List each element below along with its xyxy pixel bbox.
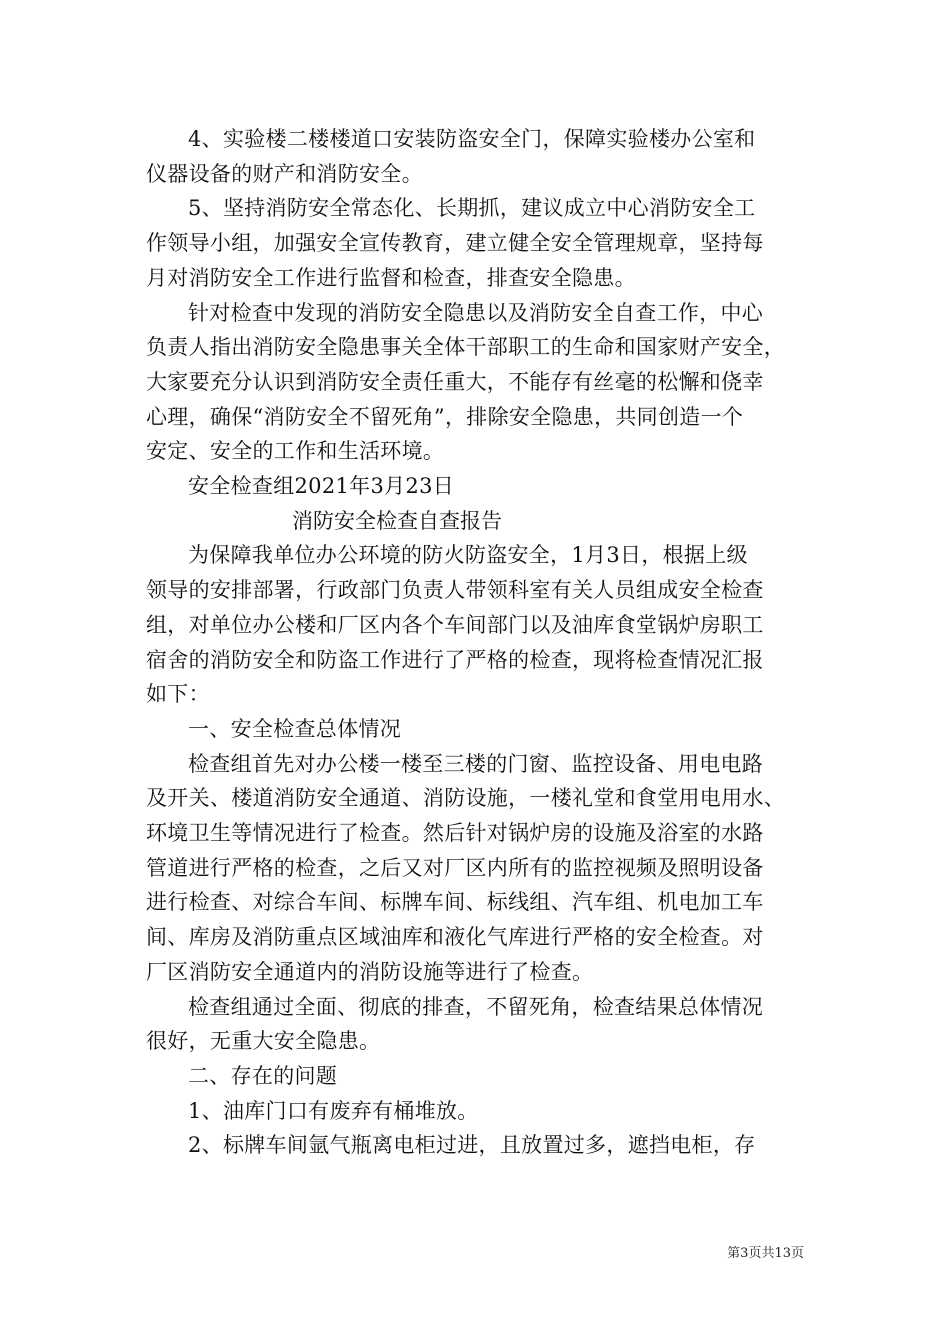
paragraph-line: 如下：: [146, 682, 210, 707]
paragraph-line: 安定、安全的工作和生活环境。: [146, 439, 445, 464]
paragraph: [146, 191, 808, 295]
paragraph-line: 仪器设备的财产和消防安全。: [146, 161, 423, 186]
paragraph: [146, 1128, 808, 1163]
section-before-title: [146, 122, 808, 504]
paragraph-line: 组，对单位办公楼和厂区内各个车间部门以及油库食堂锅炉房职工: [146, 612, 764, 637]
paragraph: [146, 122, 808, 191]
paragraph-line: 检查组首先对办公楼一楼至三楼的门窗、监控设备、用电电路: [188, 751, 764, 776]
paragraph-line: 负责人指出消防安全隐患事关全体干部职工的生命和国家财产安全，: [146, 335, 785, 360]
page-footer: 第3页共13页: [727, 1246, 804, 1261]
document-body: [146, 122, 808, 1163]
paragraph-line: 管道进行严格的检查，之后又对厂区内所有的监控视频及照明设备: [146, 855, 764, 880]
paragraph-line: 为保障我单位办公环境的防火防盗安全，1月3日，根据上级: [188, 543, 748, 568]
paragraph: [146, 712, 808, 747]
paragraph-line: 及开关、楼道消防安全通道、消防设施，一楼礼堂和食堂用电用水、: [146, 786, 785, 811]
paragraph-line: 安全检查组2021年3月23日: [188, 474, 455, 499]
paragraph-line: 环境卫生等情况进行了检查。然后针对锅炉房的设施及浴室的水路: [146, 821, 764, 846]
paragraph-line: 针对检查中发现的消防安全隐患以及消防安全自查工作，中心: [188, 300, 764, 325]
paragraph-line: 2、标牌车间氩气瓶离电柜过进，且放置过多，遮挡电柜，存: [188, 1133, 756, 1158]
paragraph-line: 很好，无重大安全隐患。: [146, 1029, 381, 1054]
report-title: 消防安全检查自查报告: [292, 508, 502, 533]
paragraph: [146, 1059, 808, 1094]
paragraph-line: 宿舍的消防安全和防盗工作进行了严格的检查，现将检查情况汇报: [146, 647, 764, 672]
paragraph-line: 领导的安排部署，行政部门负责人带领科室有关人员组成安全检查: [146, 578, 764, 603]
paragraph-line: 1、油库门口有废弃有桶堆放。: [188, 1098, 479, 1123]
section-after-title: [146, 538, 808, 1163]
paragraph: [146, 747, 808, 990]
paragraph-line: 一、安全检查总体情况: [188, 716, 401, 741]
paragraph-line: 厂区消防安全通道内的消防设施等进行了检查。: [146, 959, 594, 984]
paragraph-line: 作领导小组，加强安全宣传教育，建立健全安全管理规章，坚持每: [146, 231, 764, 256]
paragraph: [146, 469, 808, 504]
paragraph-line: 间、库房及消防重点区域油库和液化气库进行严格的安全检查。对: [146, 925, 764, 950]
paragraph-line: 二、存在的问题: [188, 1063, 338, 1088]
paragraph-line: 月对消防安全工作进行监督和检查，排查安全隐患。: [146, 265, 636, 290]
paragraph-line: 检查组通过全面、彻底的排查，不留死角，检查结果总体情况: [188, 994, 764, 1019]
paragraph-line: 大家要充分认识到消防安全责任重大，不能存有丝毫的松懈和侥幸: [146, 369, 764, 394]
paragraph: [146, 296, 808, 470]
paragraph: [146, 538, 808, 712]
paragraph-line: 4、实验楼二楼楼道口安装防盗安全门，保障实验楼办公室和: [188, 127, 756, 151]
paragraph-line: 进行检查、对综合车间、标牌车间、标线组、汽车组、机电加工车: [146, 890, 764, 915]
paragraph: [146, 990, 808, 1059]
paragraph: [146, 1094, 808, 1129]
paragraph-line: 5、坚持消防安全常态化、长期抓，建议成立中心消防安全工: [188, 196, 756, 221]
paragraph-line: 心理，确保“消防安全不留死角”，排除安全隐患，共同创造一个: [146, 404, 744, 429]
